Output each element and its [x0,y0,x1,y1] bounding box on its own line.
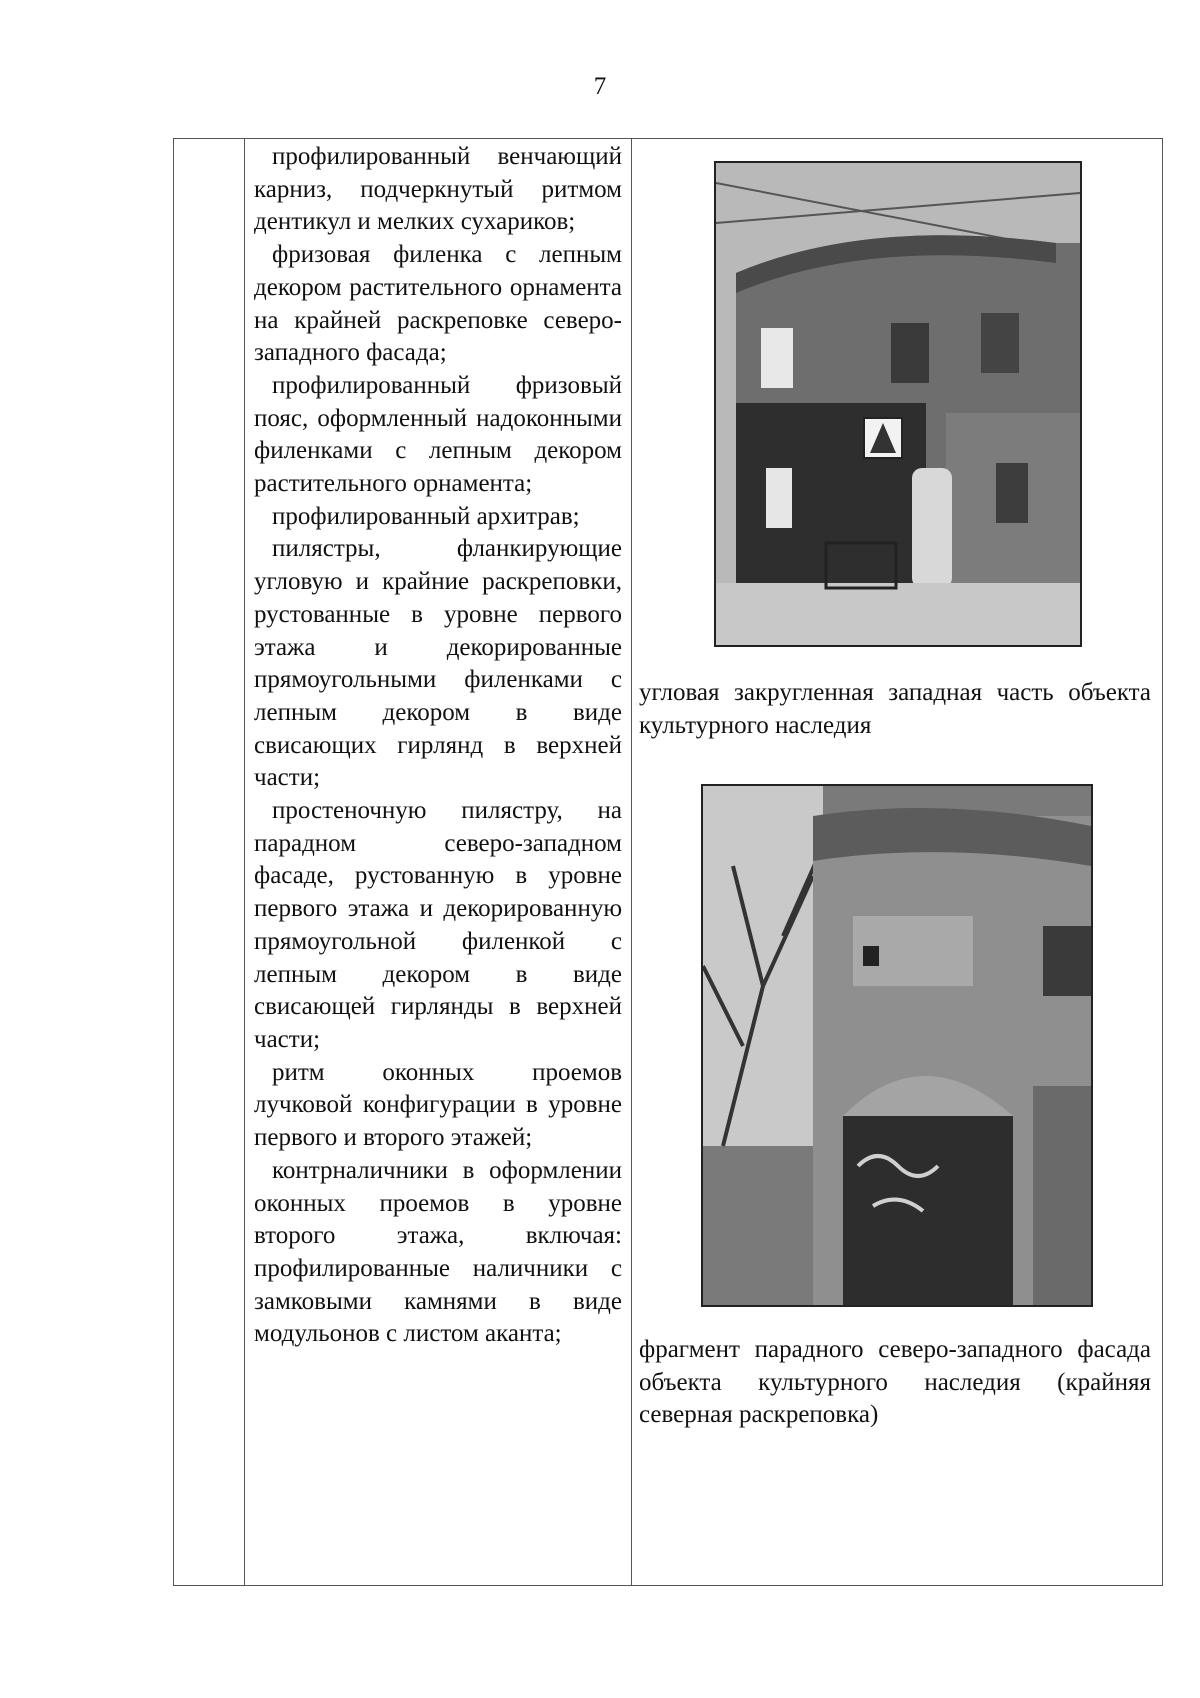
page-number: 7 [593,73,607,100]
photo-caption-2: фрагмент парадного северо-западного фасада объекта культурного наследия (крайняя северная раскреповка) [639,1336,1151,1429]
photo-caption-1: угловая закругленная западная часть объекта культурного наследия [639,679,1151,739]
photo-building-corner [714,161,1082,647]
heritage-table [173,138,1163,1586]
list-item: контрналичники в оформлении оконных проемов в уровне второго этажа, включая: профилированные наличники с замковыми камнями в виде модульонов с листом аканта; [254,1156,622,1348]
elements-list [254,139,622,1351]
column-divider-1 [244,139,245,1585]
column-divider-2 [631,139,632,1585]
list-item: профилированный архитрав; [272,502,580,530]
list-item: простеночную пилястру, на парадном северо-западном фасаде, рустованную в уровне первого этажа и декорированную прямоугольной филенкой с лепным декором в виде свисающей гирлянды в верхней части; [254,797,622,1053]
list-item: пилястры, фланкирующие угловую и крайние раскреповки, рустованные в уровне первого этажа и декорированные прямоугольными филенками с лепным декором в виде свисающих гирлянд в верхней части; [254,535,622,792]
photo-facade-fragment [701,784,1093,1307]
list-item: ритм оконных проемов лучковой конфигурации в уровне первого и второго этажей; [254,1058,622,1152]
list-item: профилированный фризовый пояс, оформленный надоконными филенками с лепным декором растительного орнамента; [254,371,622,498]
list-item: фризовая филенка с лепным декором растительного орнамента на крайней раскреповке северо-западного фасада; [254,241,622,367]
list-item: профилированный венчающий карниз, подчеркнутый ритмом дентикул и мелких сухариков; [254,143,622,236]
